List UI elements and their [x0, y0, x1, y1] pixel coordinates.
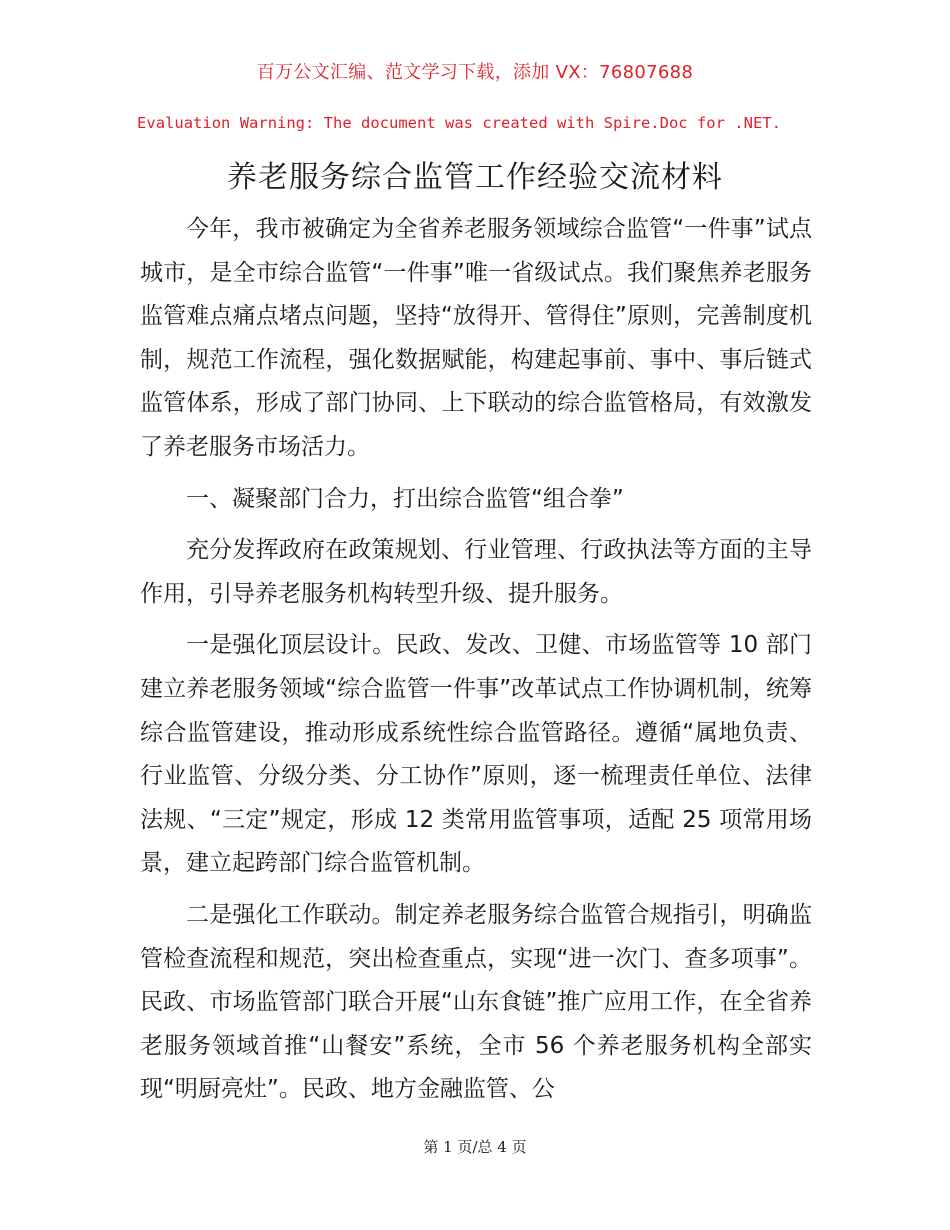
document-body [140, 208, 812, 1120]
paragraph-work-linkage: 二是强化工作联动。制定养老服务综合监管合规指引，明确监管检查流程和规范，突出检查重点，实现“进一次门、查多项事”。民政、市场监管部门联合开展“山东食链”推广应用工作，在全省养老服务领域首推“山餐安”系统，全市 56 个养老服务机构全部实现“明厨亮灶”。民政、地方金融监管、公 [140, 901, 812, 1103]
paragraph-section-1-intro: 充分发挥政府在政策规划、行业管理、行政执法等方面的主导作用，引导养老服务机构转型升级、提升服务。 [140, 537, 812, 607]
paragraph-intro: 今年，我市被确定为全省养老服务领域综合监管“一件事”试点城市，是全市综合监管“一件事”唯一省级试点。我们聚焦养老服务监管难点痛点堵点问题，坚持“放得开、管得住”原则，完善制度机制，规范工作流程，强化数据赋能，构建起事前、事中、事后链式监管体系，形成了部门协同、上下联动的综合监管格局，有效激发了养老服务市场活力。 [140, 216, 812, 460]
section-heading-1: 一、凝聚部门合力，打出综合监管“组合拳” [186, 485, 624, 512]
page-number: 第 1 页/总 4 页 [423, 1138, 527, 1156]
evaluation-warning: Evaluation Warning: The document was created with Spire.Doc for .NET. [137, 114, 781, 132]
paragraph-top-level-design: 一是强化顶层设计。民政、发改、卫健、市场监管等 10 部门建立养老服务领域“综合监管一件事”改革试点工作协调机制，统筹综合监管建设，推动形成系统性综合监管路径。遵循“属地负责、行业监管、分级分类、分工协作”原则，逐一梳理责任单位、法律法规、“三定”规定，形成 12 类常用监管事项，适配 25 项常用场景，建立起跨部门综合监管机制。 [140, 632, 812, 877]
promo-banner: 百万公文汇编、范文学习下载，添加 VX：76807688 [256, 62, 694, 83]
document-title: 养老服务综合监管工作经验交流材料 [227, 160, 723, 195]
